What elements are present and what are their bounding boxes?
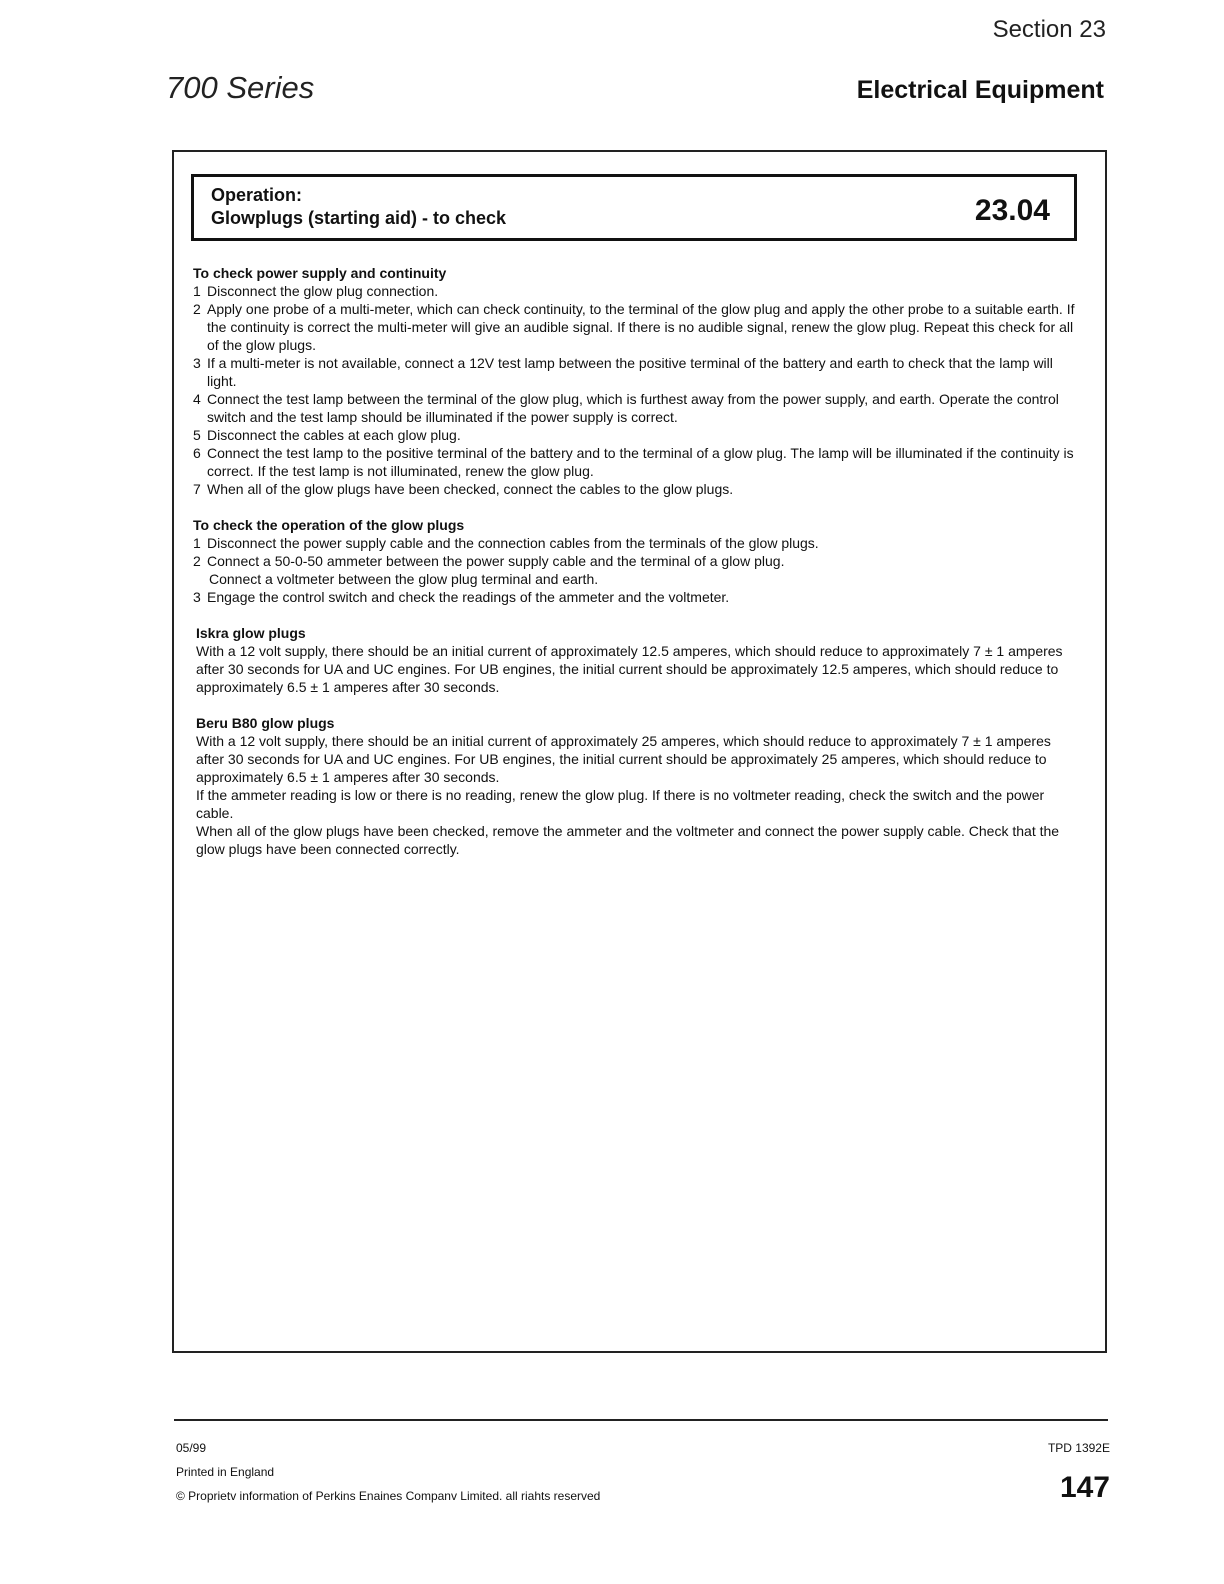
step-subtext: Connect a voltmeter between the glow plug terminal and earth.	[209, 571, 599, 587]
operation-check-section	[193, 516, 1077, 606]
step-text: Disconnect the cables at each glow plug.	[207, 427, 461, 443]
document-body	[193, 264, 1077, 876]
power-supply-section	[193, 264, 1077, 498]
list-item	[193, 426, 1077, 444]
step-number: 7	[193, 481, 201, 497]
step-text: Apply one probe of a multi-meter, which can check continuity, to the terminal of the glow plug and apply the other probe to a suitable earth. If the continuity is correct the multi-meter will give an audible signal. If there is no audible signal, renew the glow plug. Repeat this check for all of the glow plugs.	[207, 301, 1075, 353]
step-text: Engage the control switch and check the readings of the ammeter and the voltmeter.	[207, 589, 730, 605]
step-number: 4	[193, 391, 201, 407]
iskra-heading: Iskra glow plugs	[196, 625, 306, 641]
footer-date: 05/99	[176, 1441, 207, 1455]
step-number: 2	[193, 553, 201, 569]
list-item	[193, 300, 1077, 354]
step-number: 5	[193, 427, 201, 443]
step-text: Disconnect the power supply cable and the connection cables from the terminals of the glow plugs.	[207, 535, 819, 551]
list-item	[193, 588, 1077, 606]
series-title: 700 Series	[166, 70, 315, 105]
footer-document-code: TPD 1392E	[1047, 1441, 1110, 1455]
step-text: When all of the glow plugs have been checked, connect the cables to the glow plugs.	[207, 481, 734, 497]
list-item	[193, 354, 1077, 390]
beru-note-final: When all of the glow plugs have been checked, remove the ammeter and the voltmeter and connect the power supply cable. Check that the glow plugs have been connected correctly.	[196, 823, 1060, 857]
beru-section	[193, 714, 1077, 858]
operation-title: Glowplugs (starting aid) - to check	[211, 208, 507, 228]
beru-note-reading: If the ammeter reading is low or there is no reading, renew the glow plug. If there is no voltmeter reading, check the switch and the power cable.	[196, 787, 1045, 821]
iskra-text: With a 12 volt supply, there should be an initial current of approximately 12.5 amperes, which should reduce to approximately 7 ± 1 amperes after 30 seconds for UA and UC engines. For UB engines, the initial current should be approximately 12.5 amperes, which should reduce to approximately 6.5 ± 1 amperes after 30 seconds.	[196, 643, 1063, 695]
list-item	[193, 444, 1077, 480]
page-number: 147	[1059, 1471, 1110, 1504]
chapter-title: Electrical Equipment	[856, 76, 1104, 104]
step-number: 1	[193, 535, 201, 551]
list-item	[193, 390, 1077, 426]
step-text: Connect a 50-0-50 ammeter between the power supply cable and the terminal of a glow plug.	[207, 553, 785, 569]
footer-printed: Printed in England	[176, 1465, 275, 1479]
section-label: Section 23	[992, 16, 1106, 43]
step-text: Connect the test lamp to the positive terminal of the battery and to the terminal of a glow plug. The lamp will be illuminated if the continuity is correct. If the test lamp is not illuminated, renew the glow plug.	[207, 445, 1074, 479]
beru-text: With a 12 volt supply, there should be an initial current of approximately 25 amperes, which should reduce to approximately 7 ± 1 amperes after 30 seconds for UA and UC engines. For UB engines, the initial current should be approximately 25 amperes, which should reduce to approximately 6.5 ± 1 amperes after 30 seconds.	[196, 733, 1051, 785]
operation-box	[191, 174, 1077, 241]
list-item	[193, 480, 1077, 498]
list-item	[193, 282, 1077, 300]
step-text: If a multi-meter is not available, connect a 12V test lamp between the positive terminal of the battery and earth to check that the lamp will light.	[207, 355, 1053, 389]
power-supply-heading: To check power supply and continuity	[193, 265, 447, 281]
list-item	[193, 552, 1077, 570]
footer-divider	[174, 1419, 1108, 1421]
iskra-section	[193, 624, 1077, 696]
step-number: 3	[193, 355, 201, 371]
operation-check-heading: To check the operation of the glow plugs	[193, 517, 465, 533]
step-text: Disconnect the glow plug connection.	[207, 283, 439, 299]
operation-label: Operation:	[211, 185, 303, 205]
operation-heading	[211, 184, 506, 230]
footer-copyright: © Proprietv information of Perkins Enaines Companv Limited. all riahts reserved	[176, 1489, 601, 1503]
list-item	[193, 534, 1077, 552]
step-number: 6	[193, 445, 201, 461]
step-number: 1	[193, 283, 201, 299]
step-text: Connect the test lamp between the terminal of the glow plug, which is furthest away from the power supply, and earth. Operate the control switch and the test lamp should be illuminated if the power supply is correct.	[207, 391, 1059, 425]
beru-heading: Beru B80 glow plugs	[196, 715, 335, 731]
step-number: 3	[193, 589, 201, 605]
operation-number: 23.04	[974, 194, 1050, 227]
step-number: 2	[193, 301, 201, 317]
